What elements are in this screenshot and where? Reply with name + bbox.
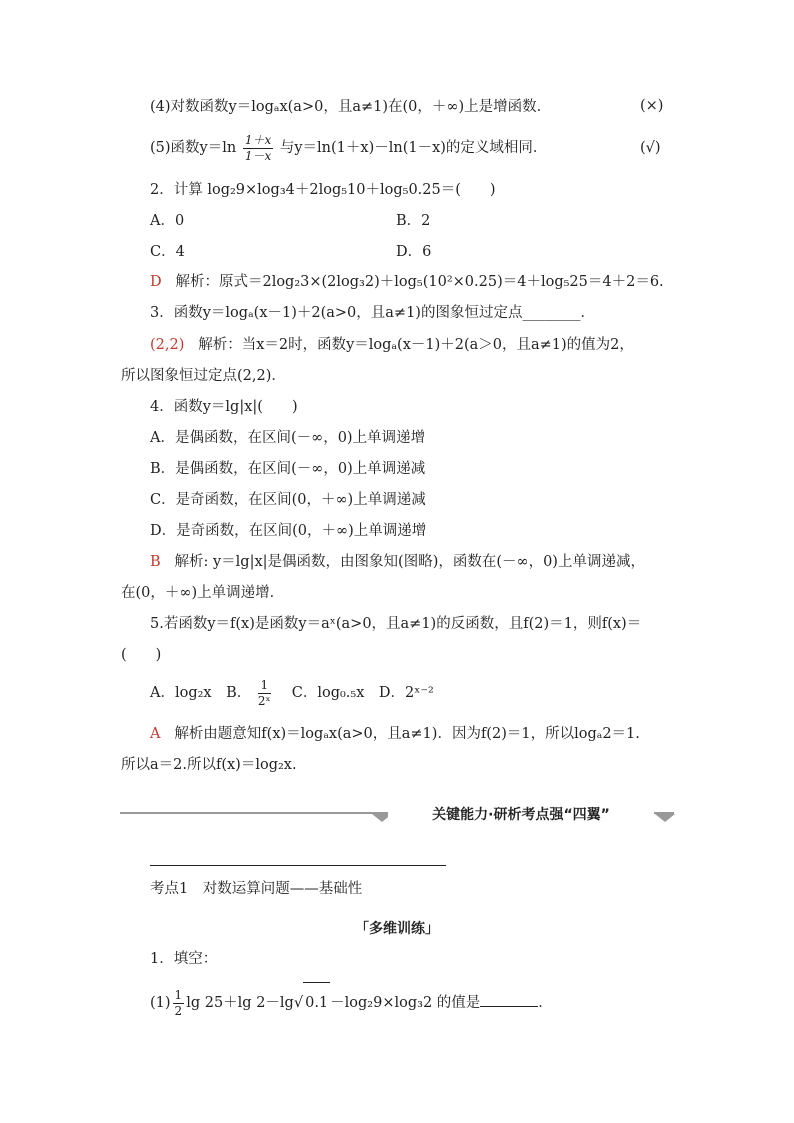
- option-a-and-b-label: A．log₂x B．: [150, 685, 252, 701]
- banner-title-box: [388, 804, 654, 824]
- problem-5-solution-cont: 所以a＝2.所以f(x)＝log₂x.: [121, 757, 297, 773]
- problem-2-option-d: D．6: [396, 244, 432, 260]
- fraction-denominator: 2: [174, 1003, 183, 1018]
- fraction: [173, 988, 185, 1019]
- problem-2-question: 2．计算 log₂9×log₃4＋2log₅10＋log₅0.25＝( ): [150, 182, 496, 198]
- fraction: [243, 133, 273, 164]
- problem-2-option-b: B．2: [396, 213, 431, 229]
- problem-4-solution-cont: 在(0，＋∞)上单调递增．: [121, 585, 285, 601]
- judgement-item-5: [150, 130, 547, 166]
- item-number: (1): [150, 995, 171, 1011]
- topic-rule: [150, 865, 446, 866]
- option-c-d: C．log₀.₅x D．2ˣ⁻²: [277, 685, 434, 701]
- banner-title: 关键能力·研析考点强“四翼”: [432, 807, 610, 823]
- fill-item-1: (1) $\frac{1}{2}$ lg 25＋lg 2－lg√ 0.1 －log₂9×log₃2 的值是 ．: [150, 982, 553, 1023]
- answer-letter: B: [150, 554, 161, 570]
- analysis-text: 解析：原式＝2log₂3×(2log₃2)＋log₅(10²×0.25)＝4＋log₅25＝4＋2＝6.: [175, 274, 664, 290]
- analysis-text: 解析：当x＝2时，函数y＝logₐ(x－1)＋2(a＞0，且a≠1)的值为2，: [198, 337, 634, 353]
- judgement-item-4: [150, 98, 551, 116]
- option-b-fraction: [258, 678, 271, 709]
- problem-5-question: 5.若函数y＝f(x)是函数y＝aˣ(a>0，且a≠1)的反函数，且f(2)＝1，则f(x)＝: [150, 616, 642, 632]
- sqrt-radicand: 0.1: [303, 982, 330, 1023]
- fraction-denominator: 1－x: [244, 148, 272, 163]
- problem-5-options: [150, 675, 434, 711]
- answer-letter: A: [150, 726, 161, 742]
- judgement-text-suffix: 与y＝ln(1＋x)－ln(1－x)的定义域相同．: [279, 140, 548, 156]
- judgement-mark-5: (√): [640, 140, 661, 156]
- answer-letter: D: [150, 274, 162, 290]
- topic-heading: 考点1 对数运算问题——基础性: [150, 881, 363, 897]
- problem-2-option-c: C．4: [150, 244, 185, 260]
- fill-heading: 1．填空：: [150, 951, 218, 967]
- answer-blank[interactable]: [480, 994, 538, 1007]
- problem-3-solution-cont: 所以图象恒过定点(2,2)．: [121, 368, 286, 384]
- period: ．: [538, 995, 553, 1011]
- analysis-text: 解析由题意知f(x)＝logₐx(a>0，且a≠1)．因为f(2)＝1，所以logₐ2＝1.: [174, 726, 640, 742]
- problem-4-option-a: A．是偶函数，在区间(－∞，0)上单调递增: [150, 430, 426, 446]
- problem-4-option-d: D．是奇函数，在区间(0，＋∞)上单调递增: [150, 523, 427, 539]
- fraction-denominator: 2ˣ: [257, 693, 271, 708]
- analysis-text: 解析: y＝lg|x|是偶函数，由图象知(图略)，函数在(－∞，0)上单调递减，: [174, 554, 645, 570]
- section-title: 「多维训练」: [355, 921, 439, 937]
- problem-4-option-b: B．是偶函数，在区间(－∞，0)上单调递减: [150, 461, 426, 477]
- problem-4-option-c: C．是奇函数，在区间(0，＋∞)上单调递减: [150, 492, 426, 508]
- fraction-numerator: 1: [174, 987, 183, 1002]
- judgement-text-prefix: (5)函数y＝ln: [150, 140, 237, 156]
- expression-tail: －log₂9×log₃2 的值是: [330, 995, 481, 1011]
- problem-2-solution: [150, 273, 664, 291]
- problem-3-question: 3．函数y＝logₐ(x－1)＋2(a>0，且a≠1)的图象恒过定点________．: [150, 305, 595, 321]
- problem-4-question: 4．函数y＝lg|x|( ): [150, 399, 298, 415]
- problem-4-solution: [150, 553, 645, 571]
- problem-5-question-cont: ( ): [121, 647, 162, 663]
- judgement-mark-4: (×): [640, 98, 664, 114]
- problem-3-solution: [150, 336, 634, 354]
- judgement-text: (4)对数函数y＝logₐx(a>0，且a≠1)在(0，＋∞)上是增函数．: [150, 99, 552, 115]
- problem-2-option-a: A．0: [150, 213, 185, 229]
- answer-value: (2,2): [150, 337, 185, 353]
- section-banner: [120, 804, 674, 824]
- fraction-numerator: 1: [258, 678, 271, 694]
- fraction-numerator: 1＋x: [244, 132, 272, 147]
- problem-5-solution: [150, 725, 640, 743]
- banner-right-triangle: [655, 814, 675, 822]
- expression-part: lg 25＋lg 2－lg: [186, 995, 294, 1011]
